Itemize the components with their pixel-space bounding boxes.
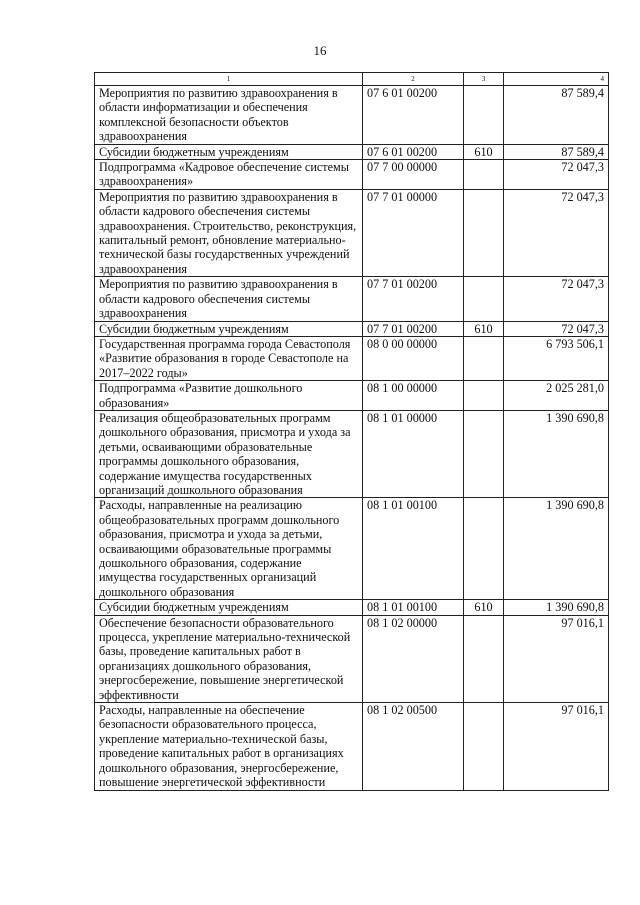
- row-name: Субсидии бюджетным учреждениям: [95, 321, 363, 336]
- row-amount: 1 390 690,8: [504, 600, 609, 615]
- row-code: 07 7 01 00200: [363, 321, 464, 336]
- table-row: [95, 189, 609, 276]
- row-type: [464, 381, 504, 411]
- header-col-1: 1: [95, 73, 363, 86]
- row-name: Расходы, направленные на реализацию общеобразовательных программ дошкольного образования, присмотра и ухода за детьми, осваивающими образовательные программы дошкольного образования, содержание имущества государственных организаций дошкольного образования: [95, 498, 363, 600]
- table-row: [95, 321, 609, 336]
- row-amount: 97 016,1: [504, 703, 609, 790]
- table-row: [95, 381, 609, 411]
- budget-table: [94, 72, 609, 791]
- row-type: [464, 703, 504, 790]
- row-amount: 97 016,1: [504, 615, 609, 702]
- row-name: Обеспечение безопасности образовательного процесса, укрепление материально-технической базы, проведение капитальных работ в организациях дошкольного образования, энергосбережение, повышение энергетической эффективности: [95, 615, 363, 702]
- row-name: Расходы, направленные на обеспечение безопасности образовательного процесса, укрепление материально-технической базы, проведение капитальных работ в организациях дошкольного образования, энергосбережение, повышение энергетической эффективности: [95, 703, 363, 790]
- row-type: 610: [464, 321, 504, 336]
- header-col-2: 2: [363, 73, 464, 86]
- table-row: [95, 600, 609, 615]
- row-name: Мероприятия по развитию здравоохранения в области информатизации и обеспечения комплексной безопасности объектов здравоохранения: [95, 86, 363, 145]
- row-name: Субсидии бюджетным учреждениям: [95, 600, 363, 615]
- row-amount: 6 793 506,1: [504, 336, 609, 380]
- row-name: Реализация общеобразовательных программ дошкольного образования, присмотра и ухода за детьми, осваивающими образовательные программы дошкольного образования, содержание имущества государственных организаций дошкольного образования: [95, 410, 363, 497]
- row-code: 08 1 00 00000: [363, 381, 464, 411]
- table-row: [95, 277, 609, 321]
- row-name: Мероприятия по развитию здравоохранения в области кадрового обеспечения системы здравоохранения: [95, 277, 363, 321]
- header-row: [95, 73, 609, 86]
- row-type: [464, 277, 504, 321]
- header-col-4: 4: [504, 73, 609, 86]
- row-amount: 72 047,3: [504, 160, 609, 190]
- row-amount: 72 047,3: [504, 277, 609, 321]
- row-name: Государственная программа города Севастополя «Развитие образования в городе Севастополе на 2017–2022 годы»: [95, 336, 363, 380]
- row-amount: 72 047,3: [504, 189, 609, 276]
- row-code: 08 1 02 00500: [363, 703, 464, 790]
- row-type: 610: [464, 144, 504, 159]
- row-type: 610: [464, 600, 504, 615]
- row-code: 07 7 01 00200: [363, 277, 464, 321]
- row-type: [464, 410, 504, 497]
- row-name: Подпрограмма «Развитие дошкольного образования»: [95, 381, 363, 411]
- table-row: [95, 160, 609, 190]
- row-amount: 1 390 690,8: [504, 498, 609, 600]
- row-amount: 87 589,4: [504, 86, 609, 145]
- row-code: 08 1 01 00100: [363, 600, 464, 615]
- table-row: [95, 410, 609, 497]
- row-code: 07 7 00 00000: [363, 160, 464, 190]
- row-amount: 2 025 281,0: [504, 381, 609, 411]
- table-row: [95, 498, 609, 600]
- row-name: Мероприятия по развитию здравоохранения в области кадрового обеспечения системы здравоохранения. Строительство, реконструкция, капитальный ремонт, обновление материально-технической базы государственных учреждений здравоохранения: [95, 189, 363, 276]
- row-code: 08 0 00 00000: [363, 336, 464, 380]
- table-row: [95, 336, 609, 380]
- row-type: [464, 615, 504, 702]
- row-code: 07 6 01 00200: [363, 86, 464, 145]
- row-amount: 87 589,4: [504, 144, 609, 159]
- row-name: Субсидии бюджетным учреждениям: [95, 144, 363, 159]
- row-code: 08 1 01 00100: [363, 498, 464, 600]
- row-amount: 1 390 690,8: [504, 410, 609, 497]
- table-row: [95, 615, 609, 702]
- row-type: [464, 336, 504, 380]
- row-code: 07 6 01 00200: [363, 144, 464, 159]
- table-header: [95, 73, 609, 86]
- row-code: 07 7 01 00000: [363, 189, 464, 276]
- page-number: 16: [313, 43, 327, 58]
- row-type: [464, 498, 504, 600]
- table-row: [95, 86, 609, 145]
- header-col-3: 3: [464, 73, 504, 86]
- row-amount: 72 047,3: [504, 321, 609, 336]
- row-code: 08 1 01 00000: [363, 410, 464, 497]
- row-type: [464, 86, 504, 145]
- table-row: [95, 703, 609, 790]
- row-type: [464, 189, 504, 276]
- row-type: [464, 160, 504, 190]
- table-body: [95, 86, 609, 791]
- row-code: 08 1 02 00000: [363, 615, 464, 702]
- table-row: [95, 144, 609, 159]
- row-name: Подпрограмма «Кадровое обеспечение системы здравоохранения»: [95, 160, 363, 190]
